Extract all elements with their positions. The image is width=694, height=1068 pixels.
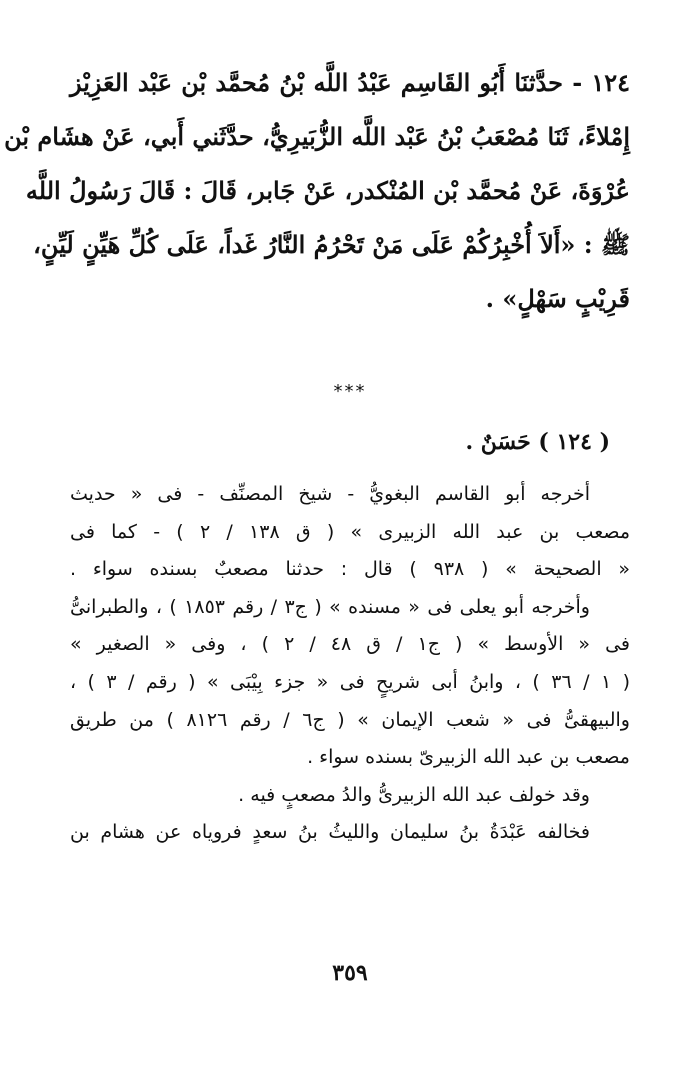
hadith-line: عُرْوَةَ، عَنْ مُحمَّد بْن المُنْكدر، عَنْ جَابر، قَالَ : قَالَ رَسُولُ اللَّه (25, 176, 630, 205)
commentary-line: فى « الأوسط » ( ج١ / ق ٤٨ / ٢ ) ، وفى « الصغير » (70, 633, 631, 656)
hadith-line: قَرِيْبٍ سَهْلٍ» . (485, 284, 630, 313)
commentary-line: « الصحيحة » ( ٩٣٨ ) قال : حدثنا مصعبٌ بسنده سواء . (70, 558, 630, 581)
commentary-line: والبيهقىُّ فى « شعب الإيمان » ( ج٦ / رقم ٨١٢٦ ) من طريق (70, 708, 630, 731)
commentary-line: أخرجه أبو القاسم البغويُّ - شيخ المصنِّف - فى « حديث (70, 483, 590, 505)
commentary-line: وأخرجه أبو يعلى فى « مسنده » ( ج٣ / رقم ١٨٥٣ ) ، والطبرانىُّ (70, 595, 590, 618)
commentary-line: مصعب بن عبد الله الزبيرىّ بسنده سواء . (307, 746, 630, 769)
hadith-line: ﷺ : «أَلاَ أُخْبِرُكُمْ عَلَى مَنْ تَحْرُمُ النَّارُ غَداً، عَلَى كُلِّ هَيِّنٍ لَيِّنٍ، (33, 230, 630, 259)
hadith-text (4, 56, 630, 326)
book-page (4, 56, 631, 1016)
commentary-line: ( ١ / ٣٦ ) ، وابنُ أبى شريحٍ فى « جزء بِيْبَى » ( رقم / ٣ ) ، (70, 670, 630, 693)
hadith-grade: ( ١٢٤ ) حَسَنٌ . (465, 429, 610, 455)
section-separator: *** (333, 381, 367, 402)
commentary-text (70, 476, 630, 852)
commentary-line: مصعب بن عبد الله الزبيرى » ( ق ١٣٨ / ٢ ) - كما فى (70, 520, 631, 543)
page-number: ٣٥٩ (332, 960, 368, 986)
hadith-line: ١٢٤ - حدَّثنَا أَبُو القَاسِم عَبْدُ اللَّه بْنُ مُحمَّد بْن عَبْد العَزِيْز (70, 68, 630, 97)
hadith-line: إِمْلاءً، ثَنَا مُصْعَبُ بْنُ عَبْد اللَّه الزُّبَيرِيُّ، حدَّثَني أَبي، عَنْ هشَام بْن (4, 122, 630, 151)
commentary-line: فخالفه عَبْدَةُ بنُ سليمان والليثُ بنُ سعدٍ فروياه عن هشام بن (70, 821, 590, 844)
commentary-line: وقد خولف عبد الله الزبيرىُّ والدُ مصعبٍ فيه . (238, 783, 590, 806)
